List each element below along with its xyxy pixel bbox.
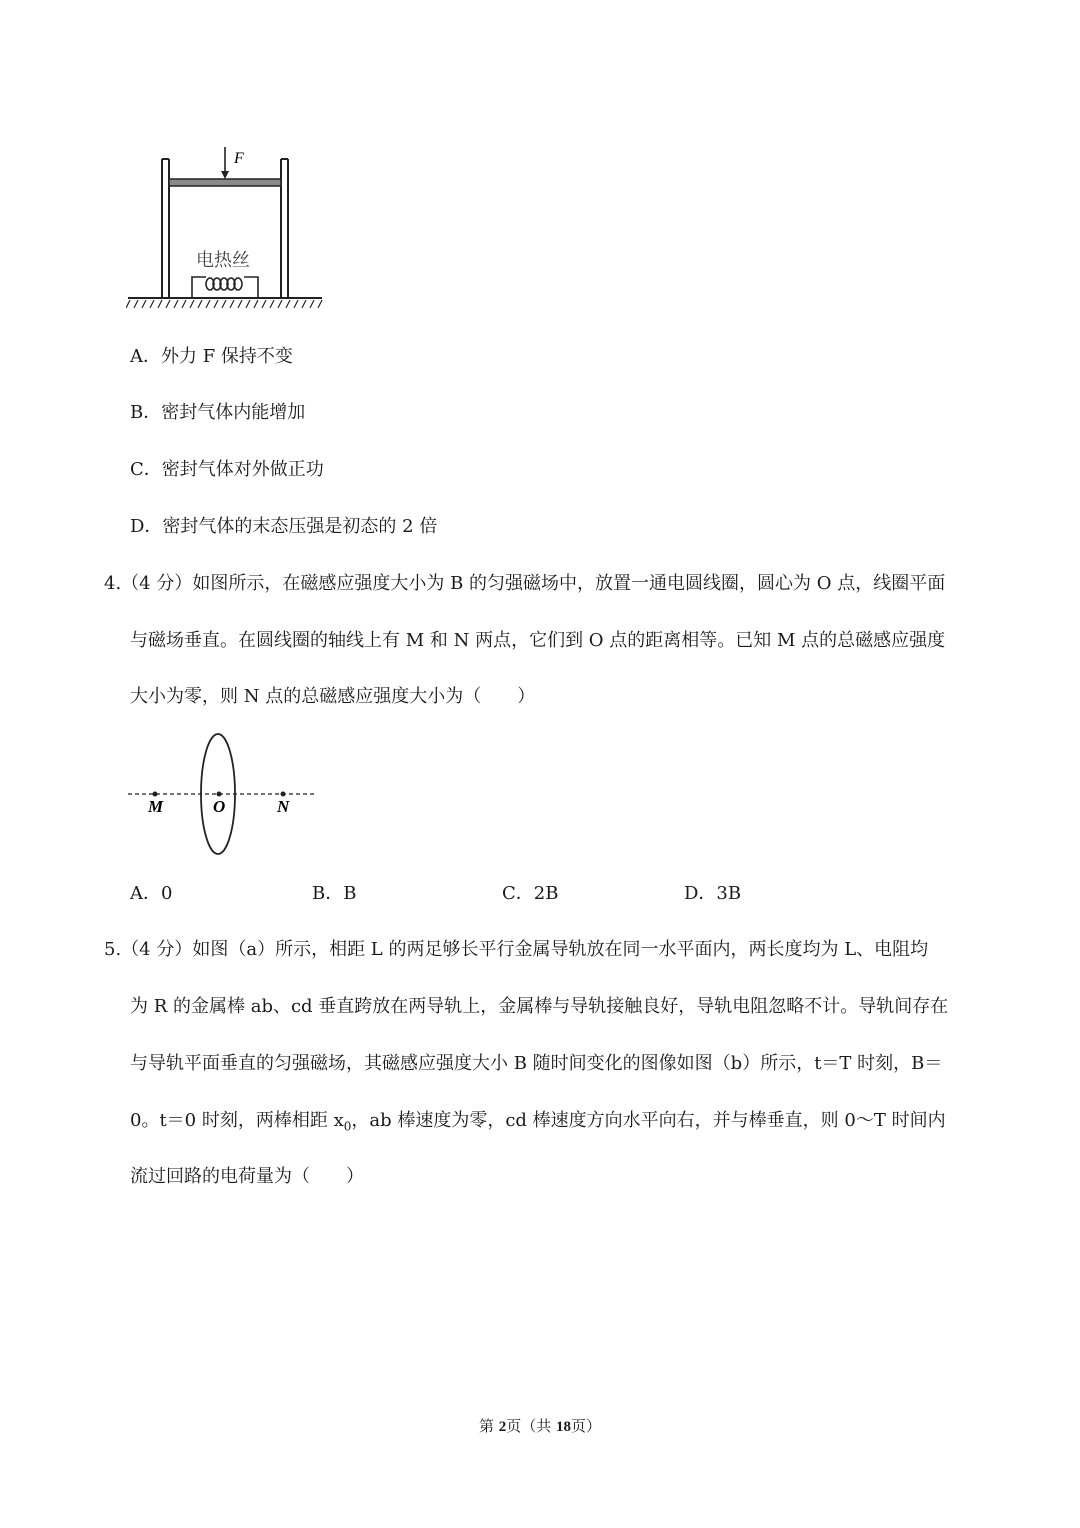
label-m: M [148, 797, 164, 816]
q5-stem-line-2: 为 R 的金属棒 ab、cd 垂直跨放在两导轨上，金属棒与导轨接触良好，导轨电阻忽略不计。导轨间存在 [130, 996, 949, 1017]
label-n: N [277, 797, 290, 816]
q4-stem-line-2: 与磁场垂直。在圆线圈的轴线上有 M 和 N 两点，它们到 O 点的距离相等。已知 M 点的总磁感应强度 [130, 630, 946, 651]
q5-stem-line-5: 流过回路的电荷量为（ ） [130, 1166, 364, 1187]
point-n [281, 792, 286, 797]
label-o: O [213, 797, 226, 816]
piston [169, 179, 281, 186]
q3-option-d: D．密封气体的末态压强是初态的 2 倍 [130, 516, 438, 537]
q3-option-b: B．密封气体内能增加 [130, 402, 306, 423]
q3-option-c: C．密封气体对外做正功 [130, 459, 324, 480]
heater-label: 电热丝 [196, 250, 250, 271]
q3-option-a: A．外力 F 保持不变 [130, 346, 293, 367]
point-o [217, 792, 222, 797]
footer-suffix: 页） [571, 1417, 602, 1435]
q4-option-c: C．2B [502, 883, 559, 904]
q5-stem-line-4 [130, 1108, 946, 1140]
q4-option-a: A．0 [130, 883, 173, 904]
footer-middle: 页（共 [506, 1417, 557, 1435]
cylinder-figure [126, 145, 326, 320]
page-footer [0, 1416, 1080, 1437]
q5-line4-after: ，ab 棒速度为零，cd 棒速度方向水平向右，并与棒垂直，则 0～T 时间内 [351, 1110, 946, 1131]
footer-prefix: 第 [478, 1417, 499, 1435]
footer-page-number: 2 [498, 1419, 507, 1435]
q4-option-b: B．B [312, 883, 357, 904]
footer-total-pages: 18 [556, 1419, 572, 1435]
point-m [153, 792, 158, 797]
coil-figure [126, 730, 316, 858]
q5-x0-subscript: 0 [343, 1119, 352, 1134]
q5-stem-line-3: 与导轨平面垂直的匀强磁场，其磁感应强度大小 B 随时间变化的图像如图（b）所示，t＝T 时刻，B＝ [130, 1053, 943, 1074]
q5-line4-before: 0。t＝0 时刻，两棒相距 x [130, 1110, 344, 1131]
q4-stem-line-1: 4.（4 分）如图所示，在磁感应强度大小为 B 的匀强磁场中，放置一通电圆线圈，圆心为 O 点，线圈平面 [104, 573, 946, 594]
ground-hatching [126, 300, 322, 308]
heater-coil [192, 277, 258, 298]
q4-option-d: D．3B [684, 883, 742, 904]
force-label: F [234, 150, 244, 167]
q4-stem-line-3: 大小为零，则 N 点的总磁感应强度大小为（ ） [130, 686, 536, 707]
q5-stem-line-1: 5.（4 分）如图（a）所示，相距 L 的两足够长平行金属导轨放在同一水平面内，两长度均为 L、电阻均 [104, 939, 929, 960]
